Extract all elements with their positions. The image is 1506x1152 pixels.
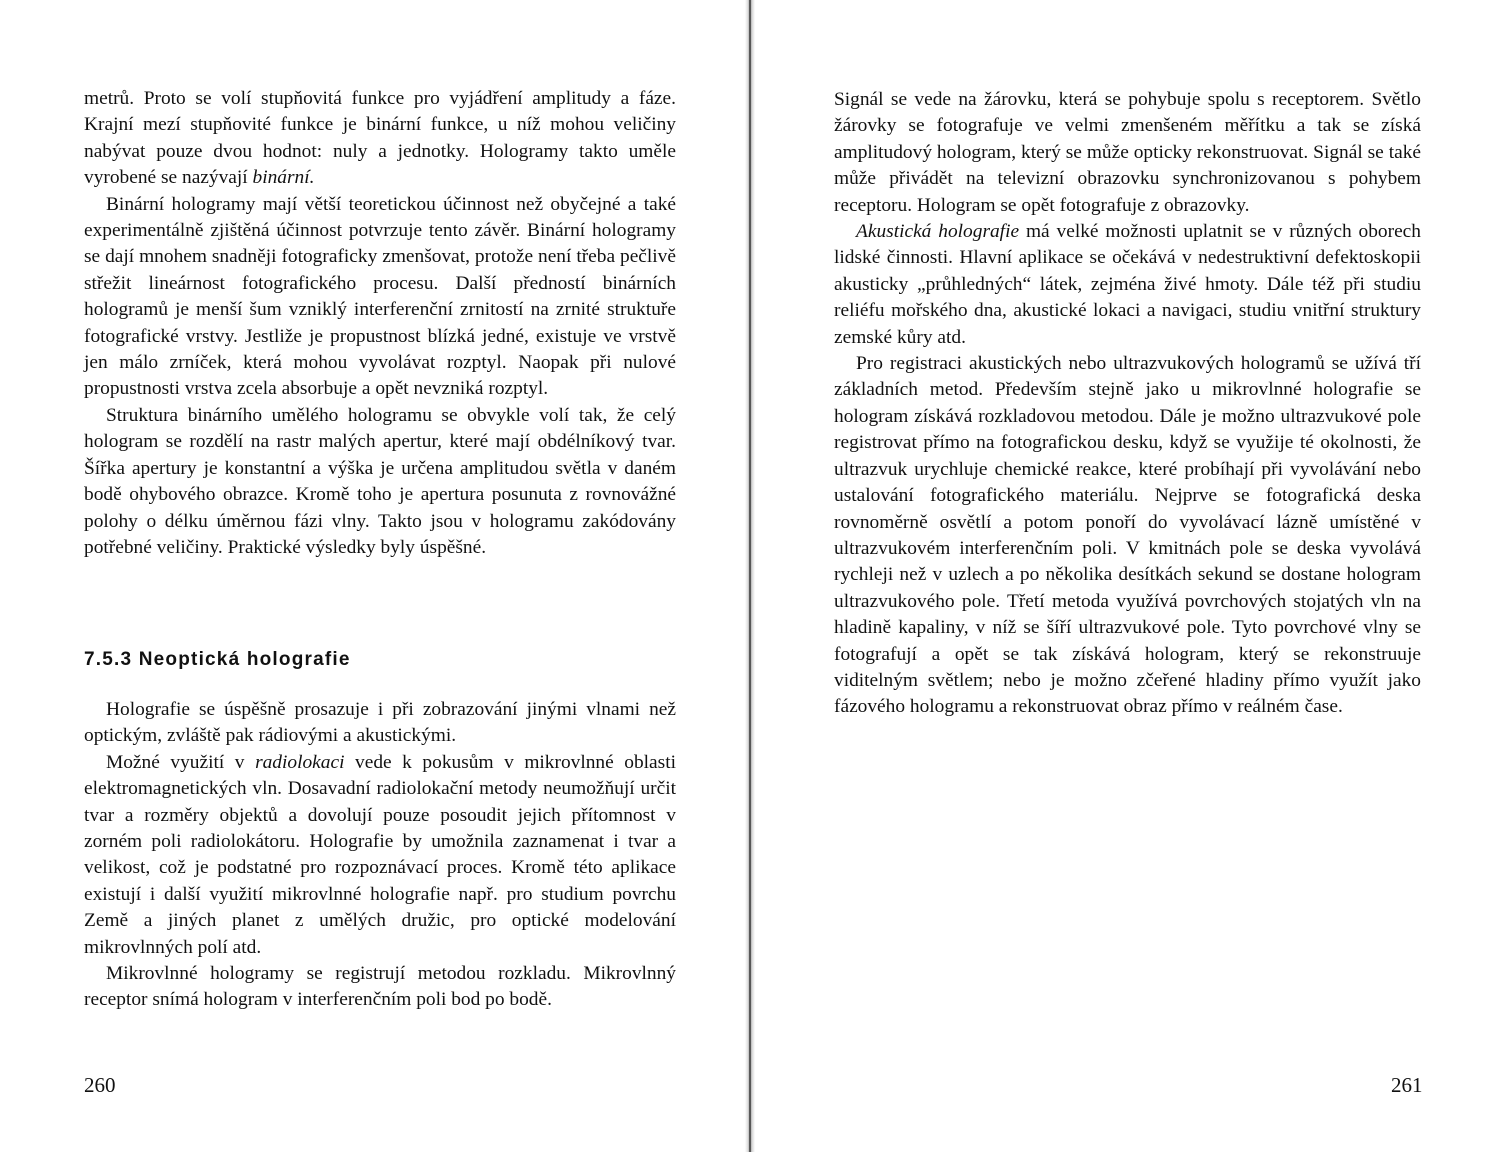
left-page-text-bottom	[84, 697, 676, 1014]
left-page	[0, 0, 745, 1152]
italic-term: Akustická holografie	[856, 221, 1020, 243]
paragraph: Mikrovlnné hologramy se registrují metodou rozkladu. Mikrovlnný receptor snímá hologram v interferenčním poli bod po bodě.	[84, 963, 676, 1011]
page-number: 261	[1391, 1073, 1423, 1097]
paragraph-text: Možné využití v	[106, 751, 256, 773]
paragraph: Holografie se úspěšně prosazuje i při zobrazování jinými vlnami než optickým, zvláště pak rádiovými a akustickými.	[84, 699, 676, 747]
paragraph-text: metrů. Proto se volí stupňovitá funkce pro vyjádření amplitudy a fáze. Krajní mezí stupňovité funkce je binární funkce, u níž mohou veličiny nabývat pouze dvou hodnot: nuly a jednotky. Hologramy takto uměle vyrobené se nazývají	[84, 88, 676, 189]
paragraph: Signál se vede na žárovku, která se pohybuje spolu s receptorem. Světlo žárovky se fotografuje ve velmi zmenšeném měřítku a tak se získá amplitudový hologram, který se může opticky rekonstruovat. Signál se také může přivádět na televizní obrazovku synchronizovanou s pohybem receptoru. Hologram se opět fotografuje z obrazovky.	[834, 89, 1421, 216]
paragraph	[84, 750, 676, 961]
paragraph: Pro registraci akustických nebo ultrazvukových hologramů se užívá tří základních metod. Především stejně jako u mikrovlnné holografie se hologram získává rozkladovou metodou. Dále je možno ultrazvukové pole registrovat přímo na fotografickou desku, když se využije té okolnosti, že ultrazvuk urychluje chemické reakce, které probíhají při vyvolávání nebo ustalování fotografického materiálu. Nejprve se fotografická deska rovnoměrně osvětlí a potom ponoří do vyvolávací lázně umístěné v ultrazvukovém interferenčním poli. V kmitnách pole se deska vyvolává rychleji než v uzlech a po několika desítkách sekund se dostane hologram ultrazvukového pole. Třetí metoda využívá povrchových stojatých vln na hladině kapaliny, v níž se šíří ultrazvukové pole. Tyto povrchové vlny se fotografují a opět se tak získává hologram, který se rekonstruuje viditelným světlem; nebo je možno zčeřené hladiny přímo využít jako fázového hologramu a rekonstruovat obraz přímo v reálném čase.	[834, 353, 1421, 718]
paragraph: Binární hologramy mají větší teoretickou účinnost než obyčejné a také experimentálně zjištěná účinnost potvrzuje tento závěr. Binární hologramy se dají mnohem snadněji fotograficky zmenšovat, protože není třeba pečlivě střežit lineárnost fotografického procesu. Další předností binárních hologramů je menší šum vzniklý interferenční zrnitostí na zrnité struktuře fotografické vrstvy. Jestliže je propustnost blízká jedné, existuje ve vrstvě jen málo zrníček, která mohou vyvolávat rozptyl. Naopak při nulové propustnosti vrstva zcela absorbuje a opět nevzniká rozptyl.	[84, 193, 676, 400]
right-page-text	[834, 87, 1421, 721]
italic-term: radiolokaci	[255, 751, 345, 773]
book-gutter	[745, 0, 755, 1152]
left-page-text-top	[84, 86, 676, 561]
paragraph	[84, 86, 676, 192]
paragraph	[834, 219, 1421, 351]
right-page	[755, 0, 1506, 1152]
page-number: 260	[84, 1073, 116, 1097]
paragraph: Struktura binárního umělého hologramu se obvykle volí tak, že celý hologram se rozdělí na rastr malých apertur, které mají obdélníkový tvar. Šířka apertury je konstantní a výška je určena amplitudou světla v daném bodě ohybového obrazce. Kromě toho je apertura posunuta z rovnovážné polohy o délku úměrnou fázi vlny. Takto jsou v hologramu zakódovány potřebné veličiny. Praktické výsledky byly úspěšné.	[84, 404, 676, 558]
paragraph-text: vede k pokusům v mikrovlnné oblasti elektromagnetických vln. Dosavadní radiolokační metody neumožňují určit tvar a rozměry objektů a dovolují pouze posoudit jejich přítomnost v zorném poli radiolokátoru. Holografie by umožnila zaznamenat i tvar a velikost, což je podstatné pro rozpoznávací proces. Kromě této aplikace existují i další využití mikrovlnné holografie např. pro studium povrchu Země a jiných planet z umělých družic, pro optické modelování mikrovlnných polí atd.	[84, 751, 676, 958]
italic-term: binární.	[252, 167, 315, 189]
section-heading: 7.5.3 Neoptická holografie	[84, 649, 351, 670]
paragraph-text: má velké možnosti uplatnit se v různých oborech lidské činnosti. Hlavní aplikace se očekává v nedestruktivní defektoskopii akusticky „průhledných“ látek, zejména živé hmoty. Dále též při studiu reliéfu mořského dna, akustické lokaci a navigaci, studiu vnitřní struktury zemské kůry atd.	[834, 221, 1421, 348]
